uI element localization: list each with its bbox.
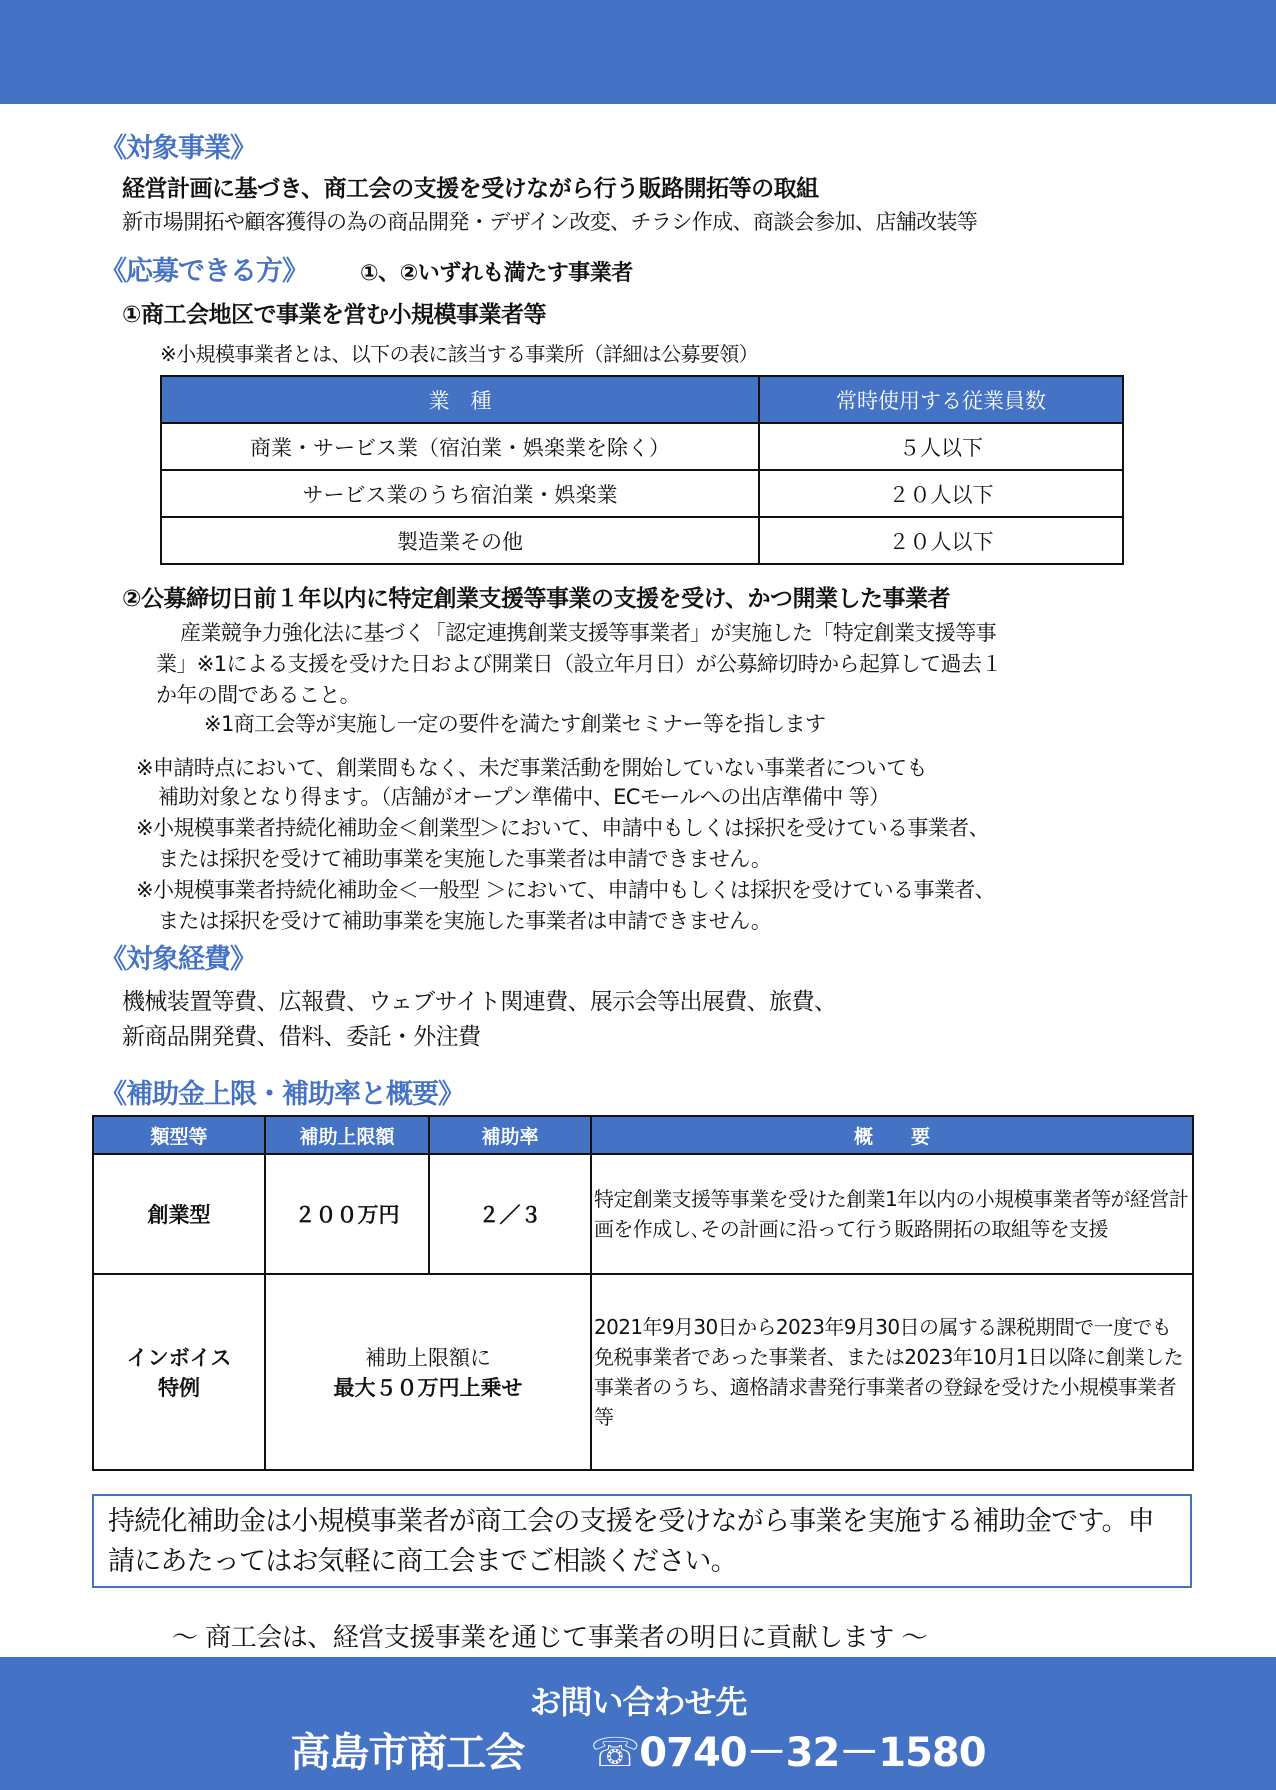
condition-2-line: 業」※1による支援を受けた日および開業日（設立年月日）が公募締切時から起算して過去１	[156, 652, 1002, 676]
condition-2-line: か年の間であること。	[156, 683, 360, 707]
condition-1-title: ①商工会地区で事業を営む小規模事業者等	[122, 302, 546, 328]
limit-line: 補助上限額に	[365, 1346, 491, 1370]
rate-cell: ２／３	[429, 1154, 591, 1274]
industry-cell: 製造業その他	[161, 517, 759, 564]
contact-footer	[0, 1657, 1276, 1790]
condition-2-title: ②公募締切日前１年以内に特定創業支援等事業の支援を受け、かつ開業した事業者	[122, 586, 951, 612]
type-cell	[93, 1274, 265, 1470]
industry-cell: サービス業のうち宿泊業・娯楽業	[161, 470, 759, 517]
org-name: 高島市商工会	[290, 1730, 525, 1776]
small-business-table	[160, 375, 1124, 565]
type-line: インボイス	[126, 1346, 232, 1370]
section-heading-target-business: 《対象事業》	[100, 133, 256, 164]
section-heading-eligible: 《応募できる方》	[100, 256, 308, 287]
table-header-row	[161, 376, 1123, 423]
limit-cell	[265, 1274, 591, 1470]
condition-2-line: 産業競争力強化法に基づく「認定連携創業支援等事業者」が実施した「特定創業支援等事	[180, 621, 996, 645]
table-row	[161, 517, 1123, 564]
section-heading-subsidy: 《補助金上限・補助率と概要》	[100, 1079, 464, 1110]
eligibility-note: または採択を受けて補助事業を実施した事業者は申請できません。	[158, 847, 772, 871]
contact-line	[0, 1721, 1276, 1778]
industry-cell: 商業・サービス業（宿泊業・娯楽業を除く）	[161, 423, 759, 470]
table-row	[93, 1154, 1193, 1274]
limit-line-emphasis: 最大５０万円上乗せ	[333, 1376, 523, 1400]
phone-icon: ☏	[590, 1730, 640, 1776]
table-row	[93, 1274, 1193, 1470]
summary-cell: 特定創業支援等事業を受けた創業1年以内の小規模事業者等が経営計画を作成し､その計画に沿って行う販路開拓の取組等を支援	[591, 1154, 1193, 1274]
eligibility-note: 補助対象となり得ます。（店舗がオープン準備中、ECモールへの出店準備中 等）	[158, 785, 890, 809]
header-rate: 補助率	[429, 1116, 591, 1154]
header-summary: 概 要	[591, 1116, 1193, 1154]
eligibility-note: または採択を受けて補助事業を実施した事業者は申請できません。	[158, 909, 772, 933]
condition-2-footnote: ※1商工会等が実施し一定の要件を満たす創業セミナー等を指します	[204, 712, 826, 736]
table-row	[161, 470, 1123, 517]
eligibility-note: ※申請時点において、創業間もなく、未だ事業活動を開始していない事業者についても	[136, 756, 927, 780]
condition-1-note: ※小規模事業者とは、以下の表に該当する事業所（詳細は公募要領）	[160, 342, 759, 366]
expenses-line: 新商品開発費、借料、委託・外注費	[122, 1024, 481, 1050]
tagline: ～ 商工会は、経営支援事業を通じて事業者の明日に貢献します ～	[172, 1623, 928, 1653]
type-line: 特例	[158, 1376, 200, 1400]
consultation-note-box: 持続化補助金は小規模事業者が商工会の支援を受けながら事業を実施する補助金です。申請にあたってはお気軽に商工会までご相談ください。	[92, 1494, 1192, 1588]
header-employees: 常時使用する従業員数	[759, 376, 1123, 423]
table-row	[161, 423, 1123, 470]
eligibility-note: ※小規模事業者持続化補助金＜一般型 ＞において、申請中もしくは採択を受けている事業者、	[136, 878, 996, 902]
employees-cell: ５人以下	[759, 423, 1123, 470]
employees-cell: ２０人以下	[759, 470, 1123, 517]
subsidy-table	[92, 1115, 1194, 1471]
target-business-detail: 新市場開拓や顧客獲得の為の商品開発・デザイン改変、チラシ作成、商談会参加、店舗改装等	[122, 210, 978, 234]
type-cell: 創業型	[93, 1154, 265, 1274]
eligible-heading-suffix: ①、②いずれも満たす事業者	[360, 261, 633, 286]
table-header-row	[93, 1116, 1193, 1154]
target-business-lead: 経営計画に基づき、商工会の支援を受けながら行う販路開拓等の取組	[122, 176, 819, 202]
employees-cell: ２０人以下	[759, 517, 1123, 564]
header-band	[0, 0, 1276, 104]
expenses-line: 機械装置等費、広報費、ウェブサイト関連費、展示会等出展費、旅費、	[122, 989, 837, 1015]
contact-label: お問い合わせ先	[529, 1683, 747, 1721]
eligibility-note: ※小規模事業者持続化補助金＜創業型＞において、申請中もしくは採択を受けている事業者、	[136, 816, 989, 840]
summary-cell: 2021年9月30日から2023年9月30日の属する課税期間で一度でも免税事業者であった事業者、または2023年10月1日以降に創業した事業者のうち、適格請求書発行事業者の登録を受けた小規模事業者等	[591, 1274, 1193, 1470]
limit-cell: ２００万円	[265, 1154, 429, 1274]
header-limit: 補助上限額	[265, 1116, 429, 1154]
header-type: 類型等	[93, 1116, 265, 1154]
header-industry: 業 種	[161, 376, 759, 423]
phone-number[interactable]: 0740－32－1580	[639, 1730, 986, 1776]
section-heading-expenses: 《対象経費》	[100, 944, 256, 975]
